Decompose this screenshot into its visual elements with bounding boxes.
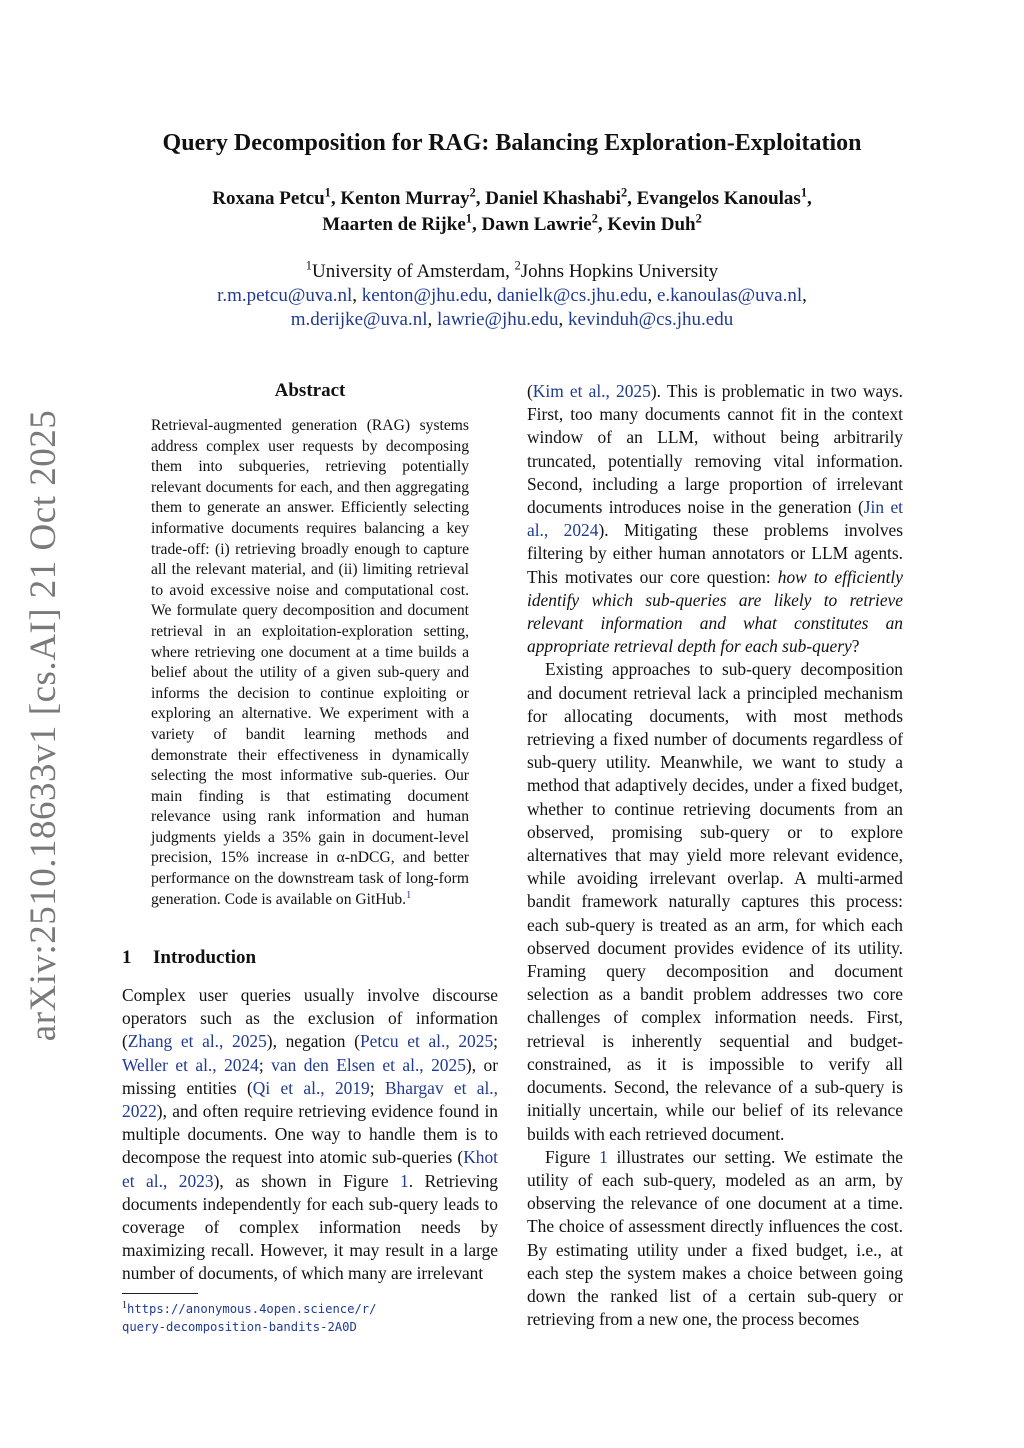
- author-separator: ,: [330, 188, 341, 209]
- email-link[interactable]: kenton@jhu.edu: [361, 285, 488, 306]
- email-line-1: r.m.petcu@uva.nl, kenton@jhu.edu, danielk@cs.jhu.edu, e.kanoulas@uva.nl,: [217, 285, 807, 306]
- abstract-body: Retrieval-augmented generation (RAG) systems address complex user requests by decomposing them into subqueries, retrieving potentially relevant documents for each, and then aggregating them to generate an answer. Efficiently selecting informative documents requires balancing a key trade-off: (i) retrieving broadly enough to capture all the relevant material, and (ii) limiting retrieval to avoid excessive noise and computational cost. We formulate query decomposition and document retrieval in an exploitation-exploration setting, where retrieving one document at a time builds a belief about the utility of a given sub-query and informs the decision to continue exploiting or exploring an alternative. We experiment with a variety of bandit learning methods and demonstrate their effectiveness in dynamically selecting the most informative sub-queries. Our main finding is that estimating document relevance using rank information and human judgments yields a 35% gain in document-level precision, 15% increase in α-nDCG, and better performance on the downstream task of long-form generation. Code is available on GitHub.$^1$: [151, 417, 469, 908]
- author-list: [0, 186, 1024, 238]
- email-link[interactable]: danielk@cs.jhu.edu: [496, 285, 648, 306]
- citation-link[interactable]: Weller et al., 2024: [122, 1054, 259, 1075]
- arxiv-side-stamp: [14, 409, 74, 1041]
- affiliation-line: $^1$University of Amsterdam, $^2$Johns Hopkins University: [305, 258, 719, 282]
- author-affiliation-mark: 2: [591, 211, 598, 226]
- author-affiliation-mark: 1: [800, 185, 807, 200]
- right-paragraph-3: [527, 1146, 903, 1332]
- paper-title: Query Decomposition for RAG: Balancing Exploration-Exploitation: [162, 130, 862, 156]
- citation-link[interactable]: Khot et al., 2023: [122, 1147, 498, 1191]
- text-run: ), or missing entities (: [122, 1054, 498, 1098]
- text-run: ;: [369, 1077, 385, 1098]
- footnote: [122, 1297, 498, 1336]
- citation-link[interactable]: Petcu et al., 2025: [359, 1031, 494, 1052]
- author-affiliation-mark: 2: [695, 211, 702, 226]
- email-line-2: m.derijke@uva.nl, lawrie@jhu.edu, kevinduh@cs.jhu.edu: [290, 309, 734, 330]
- author-name: Evangelos Kanoulas: [636, 188, 801, 209]
- right-paragraph-2: Existing approaches to sub-query decomposition and document retrieval lack a principled mechanism for allocating documents, with most methods retrieving a fixed number of documents regardless of sub-query utility. Meanwhile, we want to study a method that adaptively decides, under a fixed budget, whether to continue retrieving documents from an observed, promising sub-query or to explore alternatives that may yield more relevant evidence, while avoiding irrelevant overlap. A multi-armed bandit framework naturally captures this process: each sub-query is treated as an arm, for which each observed document provides evidence of its utility. Framing query decomposition and document selection as a bandit problem addresses two core challenges of complex information needs. First, retrieval is inherently sequential and budget-constrained, as it is impossible to verify all documents. Second, the relevance of a sub-query is initially uncertain, while our belief of its relevance builds with each retrieved document.: [527, 659, 903, 1144]
- text-run: (: [527, 381, 533, 401]
- email-link[interactable]: kevinduh@cs.jhu.edu: [567, 309, 734, 330]
- section-heading-introduction: 1 Introduction: [122, 947, 257, 968]
- citation-link[interactable]: Kim et al., 2025: [532, 381, 651, 401]
- text-run: Complex user queries usually involve discourse operators such as the exclusion of information (: [122, 985, 498, 1052]
- author-separator: ,: [471, 214, 482, 235]
- right-paragraph-1: [527, 380, 903, 658]
- citation-link[interactable]: 1: [599, 1146, 608, 1167]
- footnote-marker[interactable]: 1: [406, 889, 412, 901]
- text-run: ). This is problematic in two ways. First, too many documents cannot fit in the context window of an LLM, without being arbitrarily truncated, potentially removing vital information. Second, including a large proportion of irrelevant documents introduces noise in the generation (: [527, 381, 903, 518]
- text-run: how to efficiently identify which sub-queries are likely to retrieve relevant information and what constitutes an appropriate retrieval depth for each sub-query: [527, 566, 903, 657]
- author-affiliation-mark: 1: [465, 211, 472, 226]
- author-separator: ,: [475, 188, 486, 209]
- text-run: ), and often require retrieving evidence found in multiple documents. One way to handle them is to decompose the request into atomic sub-queries (: [122, 1101, 498, 1168]
- footnote-line-2[interactable]: query-decomposition-bandits-2A0D: [122, 1320, 357, 1335]
- citation-link[interactable]: Qi et al., 2019: [252, 1077, 370, 1098]
- text-run: ;: [258, 1054, 272, 1075]
- text-run: ), as shown in Figure: [213, 1170, 401, 1191]
- abstract-heading: Abstract: [274, 380, 346, 401]
- author-name: Roxana Petcu: [212, 188, 325, 209]
- author-name: Daniel Khashabi: [485, 188, 621, 209]
- arxiv-identifier: arXiv:2510.18633v1 [cs.AI] 21 Oct 2025: [23, 409, 65, 1041]
- author-name: Dawn Lawrie: [481, 214, 592, 235]
- author-name: Maarten de Rijke: [322, 214, 466, 235]
- author-line-1: [0, 186, 1024, 212]
- author-affiliation-mark: 2: [620, 185, 628, 200]
- author-separator: ,: [807, 188, 812, 209]
- intro-paragraph-left: [122, 984, 498, 1286]
- email-link[interactable]: lawrie@jhu.edu: [437, 309, 559, 330]
- footnote-rule: [122, 1293, 198, 1294]
- author-separator: ,: [627, 188, 637, 209]
- email-link[interactable]: e.kanoulas@uva.nl: [656, 285, 803, 306]
- email-link[interactable]: m.derijke@uva.nl: [290, 309, 428, 330]
- author-affiliation-mark: 1: [324, 185, 331, 200]
- citation-link[interactable]: 1: [400, 1170, 409, 1191]
- citation-link[interactable]: Zhang et al., 2025: [127, 1031, 267, 1052]
- text-run: ?: [851, 636, 860, 657]
- author-name: Kenton Murray: [340, 188, 470, 209]
- text-run: illustrates our setting. We estimate the utility of each sub-query, modeled as an arm, by observing the relevance of one document at a time. The choice of assessment directly influences the cost. By estimating utility under a fixed budget, i.e., at each step the system makes a choice between going down the ranked list of a certain sub-query or retrieving from a new one, the process becomes: [527, 1146, 903, 1330]
- author-line-2: [0, 212, 1024, 238]
- text-run: ), negation (: [266, 1031, 360, 1052]
- author-separator: ,: [597, 214, 608, 235]
- citation-link[interactable]: Jin et al., 2024: [527, 497, 903, 541]
- text-run: ;: [493, 1031, 498, 1052]
- author-affiliation-mark: 2: [469, 185, 476, 200]
- citation-link[interactable]: van den Elsen et al., 2025: [271, 1054, 466, 1075]
- author-name: Kevin Duh: [607, 214, 696, 235]
- citation-link[interactable]: Bhargav et al., 2022: [122, 1077, 498, 1122]
- right-column: [527, 380, 903, 1331]
- text-run: ). Mitigating these problems involves filtering by either human annotators or LLM agents. This motivates our core question:: [527, 520, 904, 587]
- text-run: Figure: [545, 1146, 600, 1167]
- footnote-line-1[interactable]: $^1$https://anonymous.4open.science/r/: [122, 1300, 377, 1317]
- text-run: . Retrieving documents independently for each sub-query leads to coverage of complex information needs by maximizing recall. However, it may result in a large number of documents, of which many are irrelevant: [122, 1170, 498, 1284]
- affiliations: [0, 260, 1024, 332]
- email-link[interactable]: r.m.petcu@uva.nl: [217, 285, 353, 306]
